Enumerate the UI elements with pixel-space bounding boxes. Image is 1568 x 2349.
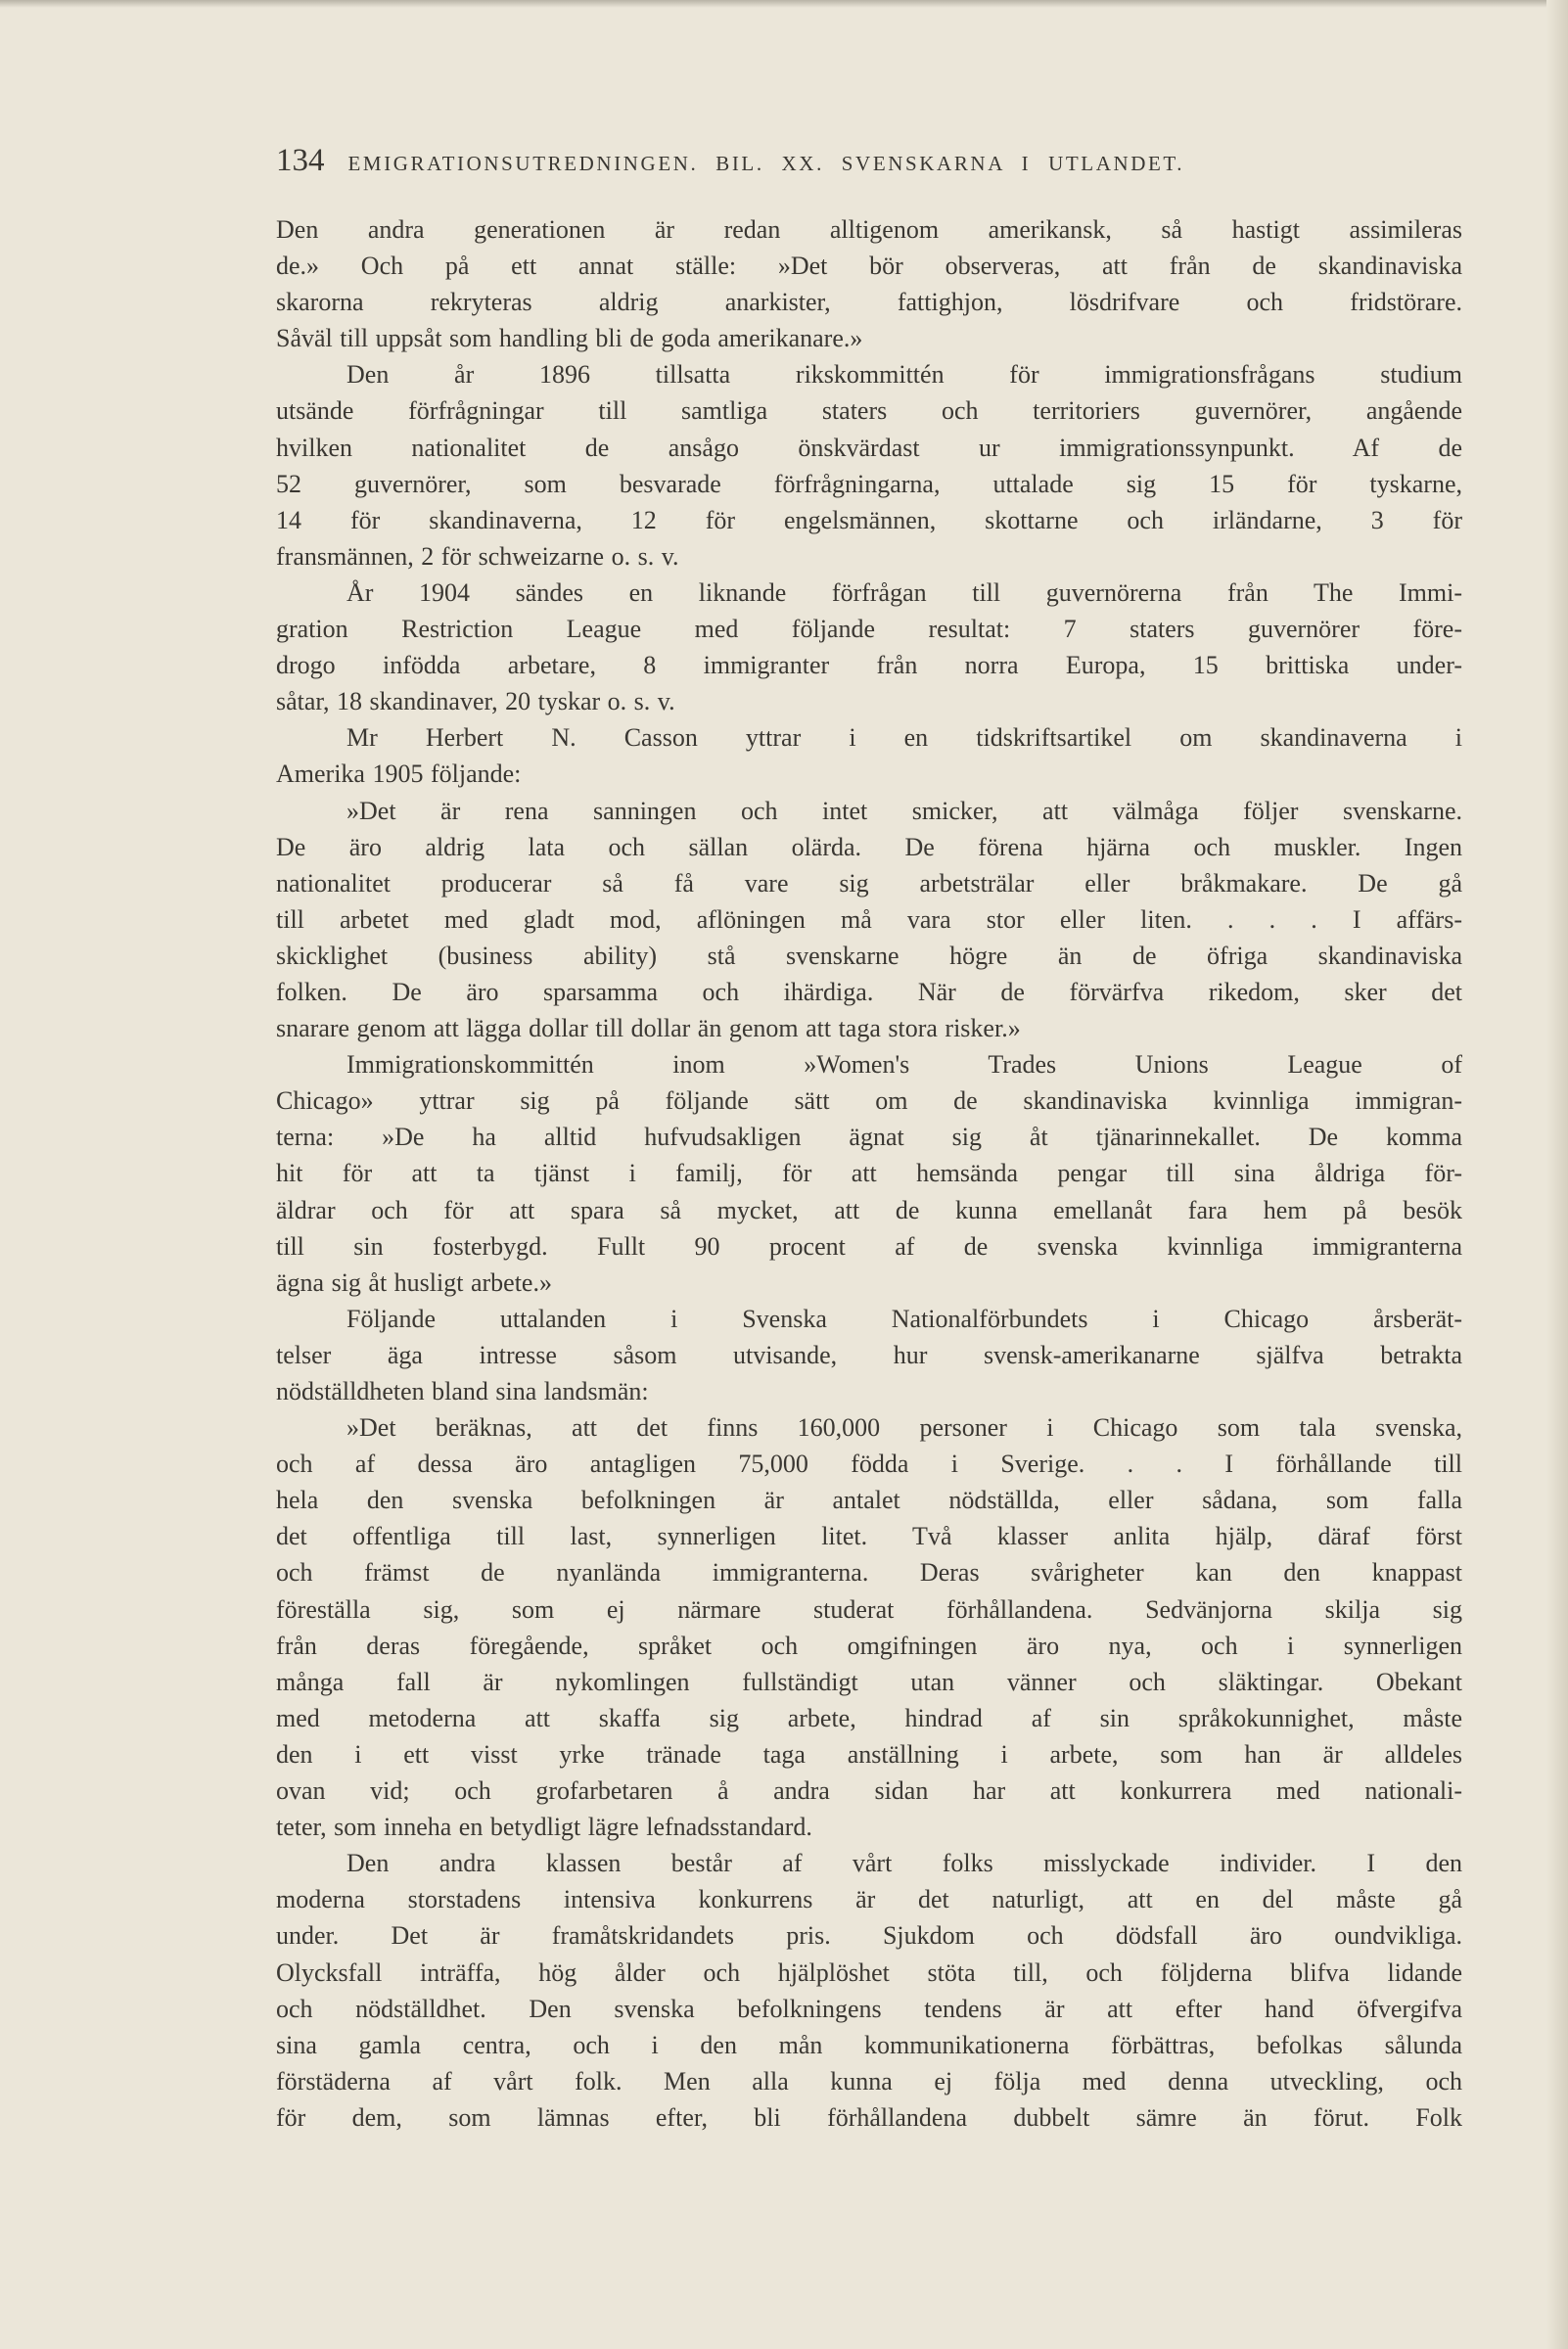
text-line: till arbetet med gladt mod, aflöningen må vara stor eller liten. . . . I affärs-: [276, 904, 1462, 934]
text-line: Chicago» yttrar sig på följande sätt om de skandinaviska kvinnliga immigran-: [276, 1086, 1462, 1116]
text-line: Den år 1896 tillsatta rikskommittén för immigrationsfrågans studium: [346, 360, 1462, 390]
text-line: hela den svenska befolkningen är antalet nödställda, eller sådana, som falla: [276, 1486, 1462, 1515]
text-line: folken. De äro sparsamma och ihärdiga. När de förvärfva rikedom, sker det: [276, 977, 1462, 1006]
text-line: det offentliga till last, synnerligen litet. Två klasser anlita hjälp, däraf först: [276, 1522, 1462, 1551]
text-line: 52 guvernörer, som besvarade förfrågningarna, uttalade sig 15 för tyskarne,: [276, 469, 1462, 498]
text-line: Den andra klassen består af vårt folks misslyckade individer. I den: [346, 1849, 1462, 1878]
text-line: nödställdheten bland sina landsmän:: [276, 1377, 649, 1405]
text-line: från deras föregående, språket och omgifningen äro nya, och i synnerligen: [276, 1631, 1462, 1660]
running-header: [276, 143, 1411, 179]
text-line: hit för att ta tjänst i familj, för att hemsända pengar till sina åldriga för-: [276, 1159, 1462, 1188]
text-line: och främst de nyanlända immigranterna. Deras svårigheter kan den knappast: [276, 1558, 1462, 1588]
text-line: Följande uttalanden i Svenska Nationalförbundets i Chicago årsberät-: [346, 1304, 1462, 1333]
text-line: med metoderna att skaffa sig arbete, hindrad af sin språkokunnighet, måste: [276, 1703, 1462, 1732]
text-line: skicklighet (business ability) stå svenskarne högre än de öfriga skandinaviska: [276, 941, 1462, 970]
text-line: År 1904 sändes en liknande förfrågan till guvernörerna från The Immi-: [346, 577, 1462, 607]
text-line: fransmännen, 2 för schweizarne o. s. v.: [276, 541, 679, 571]
text-line: hvilken nationalitet de ansågo önskvärdast ur immigrationssynpunkt. Af de: [276, 433, 1462, 462]
text-line: Den andra generationen är redan alltigenom amerikansk, så hastigt assimileras: [276, 215, 1462, 244]
text-line: de.» Och på ett annat ställe: »Det bör observeras, att från de skandinaviska: [276, 252, 1462, 281]
text-line: och nödställdhet. Den svenska befolkningens tendens är att efter hand öfvergifva: [276, 1994, 1462, 2023]
text-line: De äro aldrig lata och sällan olärda. De förena hjärna och muskler. Ingen: [276, 832, 1462, 861]
text-line: skarorna rekryteras aldrig anarkister, fattighjon, lösdrifvare och fridstörare.: [276, 288, 1462, 317]
text-line: för dem, som lämnas efter, bli förhållandena dubbelt sämre än förut. Folk: [276, 2102, 1462, 2132]
text-line: Amerika 1905 följande:: [276, 760, 522, 789]
text-line: och af dessa äro antagligen 75,000 födda i Sverige. . . I förhållande till: [276, 1450, 1462, 1479]
text-line: Olycksfall inträffa, hög ålder och hjälplöshet stöta till, och följderna blifva lidande: [276, 1958, 1462, 1987]
text-line: »Det är rena sanningen och intet smicker, att välmåga följer svenskarne.: [346, 796, 1462, 825]
text-line: drogo infödda arbetare, 8 immigranter från norra Europa, 15 brittiska under-: [276, 651, 1462, 680]
text-line: många fall är nykomlingen fullständigt utan vänner och släktingar. Obekant: [276, 1667, 1462, 1696]
text-line: gration Restriction League med följande resultat: 7 staters guvernörer före-: [276, 615, 1462, 644]
text-line: nationalitet producerar så få vare sig arbetsträlar eller bråkmakare. De gå: [276, 868, 1462, 898]
text-line: 14 för skandinaverna, 12 för engelsmännen, skottarne och irländarne, 3 för: [276, 505, 1462, 534]
text-line: Såväl till uppsåt som handling bli de goda amerikanare.»: [276, 324, 863, 353]
text-line: den i ett visst yrke tränade taga anställning i arbete, som han är alldeles: [276, 1739, 1462, 1769]
running-title: EMIGRATIONSUTREDNINGEN. BIL. XX. SVENSKARNA I UTLANDET.: [347, 152, 1185, 175]
body-text: [276, 211, 1462, 2136]
text-line: under. Det är framåtskridandets pris. Sjukdom och dödsfall äro oundvikliga.: [276, 1921, 1462, 1951]
text-line: telser äga intresse såsom utvisande, hur svensk-amerikanarne själfva betrakta: [276, 1340, 1462, 1369]
text-line: sina gamla centra, och i den mån kommunikationerna förbättras, befolkas sålunda: [276, 2030, 1462, 2059]
text-line: utsände förfrågningar till samtliga staters och territoriers guvernörer, angående: [276, 396, 1462, 426]
text-line: Mr Herbert N. Casson yttrar i en tidskriftsartikel om skandinaverna i: [346, 723, 1462, 753]
page-top-edge-shadow: [0, 0, 1568, 8]
text-line: till sin fosterbygd. Fullt 90 procent af de svenska kvinnliga immigranterna: [276, 1231, 1462, 1261]
text-line: snarare genom att lägga dollar till dollar än genom att taga stora risker.»: [276, 1014, 1021, 1043]
text-line: »Det beräknas, att det finns 160,000 personer i Chicago som tala svenska,: [346, 1413, 1462, 1443]
text-line: såtar, 18 skandinaver, 20 tyskar o. s. v.: [276, 687, 675, 716]
text-line: teter, som inneha en betydligt lägre lefnadsstandard.: [276, 1813, 812, 1842]
text-line: äldrar och för att spara så mycket, att de kunna emellanåt fara hem på besök: [276, 1195, 1462, 1224]
text-line: Immigrationskommittén inom »Women's Trades Unions League of: [346, 1050, 1462, 1080]
text-line: förstäderna af vårt folk. Men alla kunna ej följa med denna utveckling, och: [276, 2066, 1462, 2096]
text-line: ägna sig åt husligt arbete.»: [276, 1267, 552, 1297]
text-line: terna: »De ha alltid hufvudsakligen ägnat sig åt tjänarinnekallet. De komma: [276, 1123, 1462, 1152]
text-line: föreställa sig, som ej närmare studerat förhållandena. Sedvänjorna skilja sig: [276, 1594, 1462, 1624]
text-line: moderna storstadens intensiva konkurrens är det naturligt, att en del måste gå: [276, 1885, 1462, 1914]
text-line: ovan vid; och grofarbetaren å andra sidan har att konkurrera med nationali-: [276, 1776, 1462, 1806]
page-right-edge-shadow: [1546, 0, 1568, 2349]
page-number: 134: [276, 143, 325, 178]
